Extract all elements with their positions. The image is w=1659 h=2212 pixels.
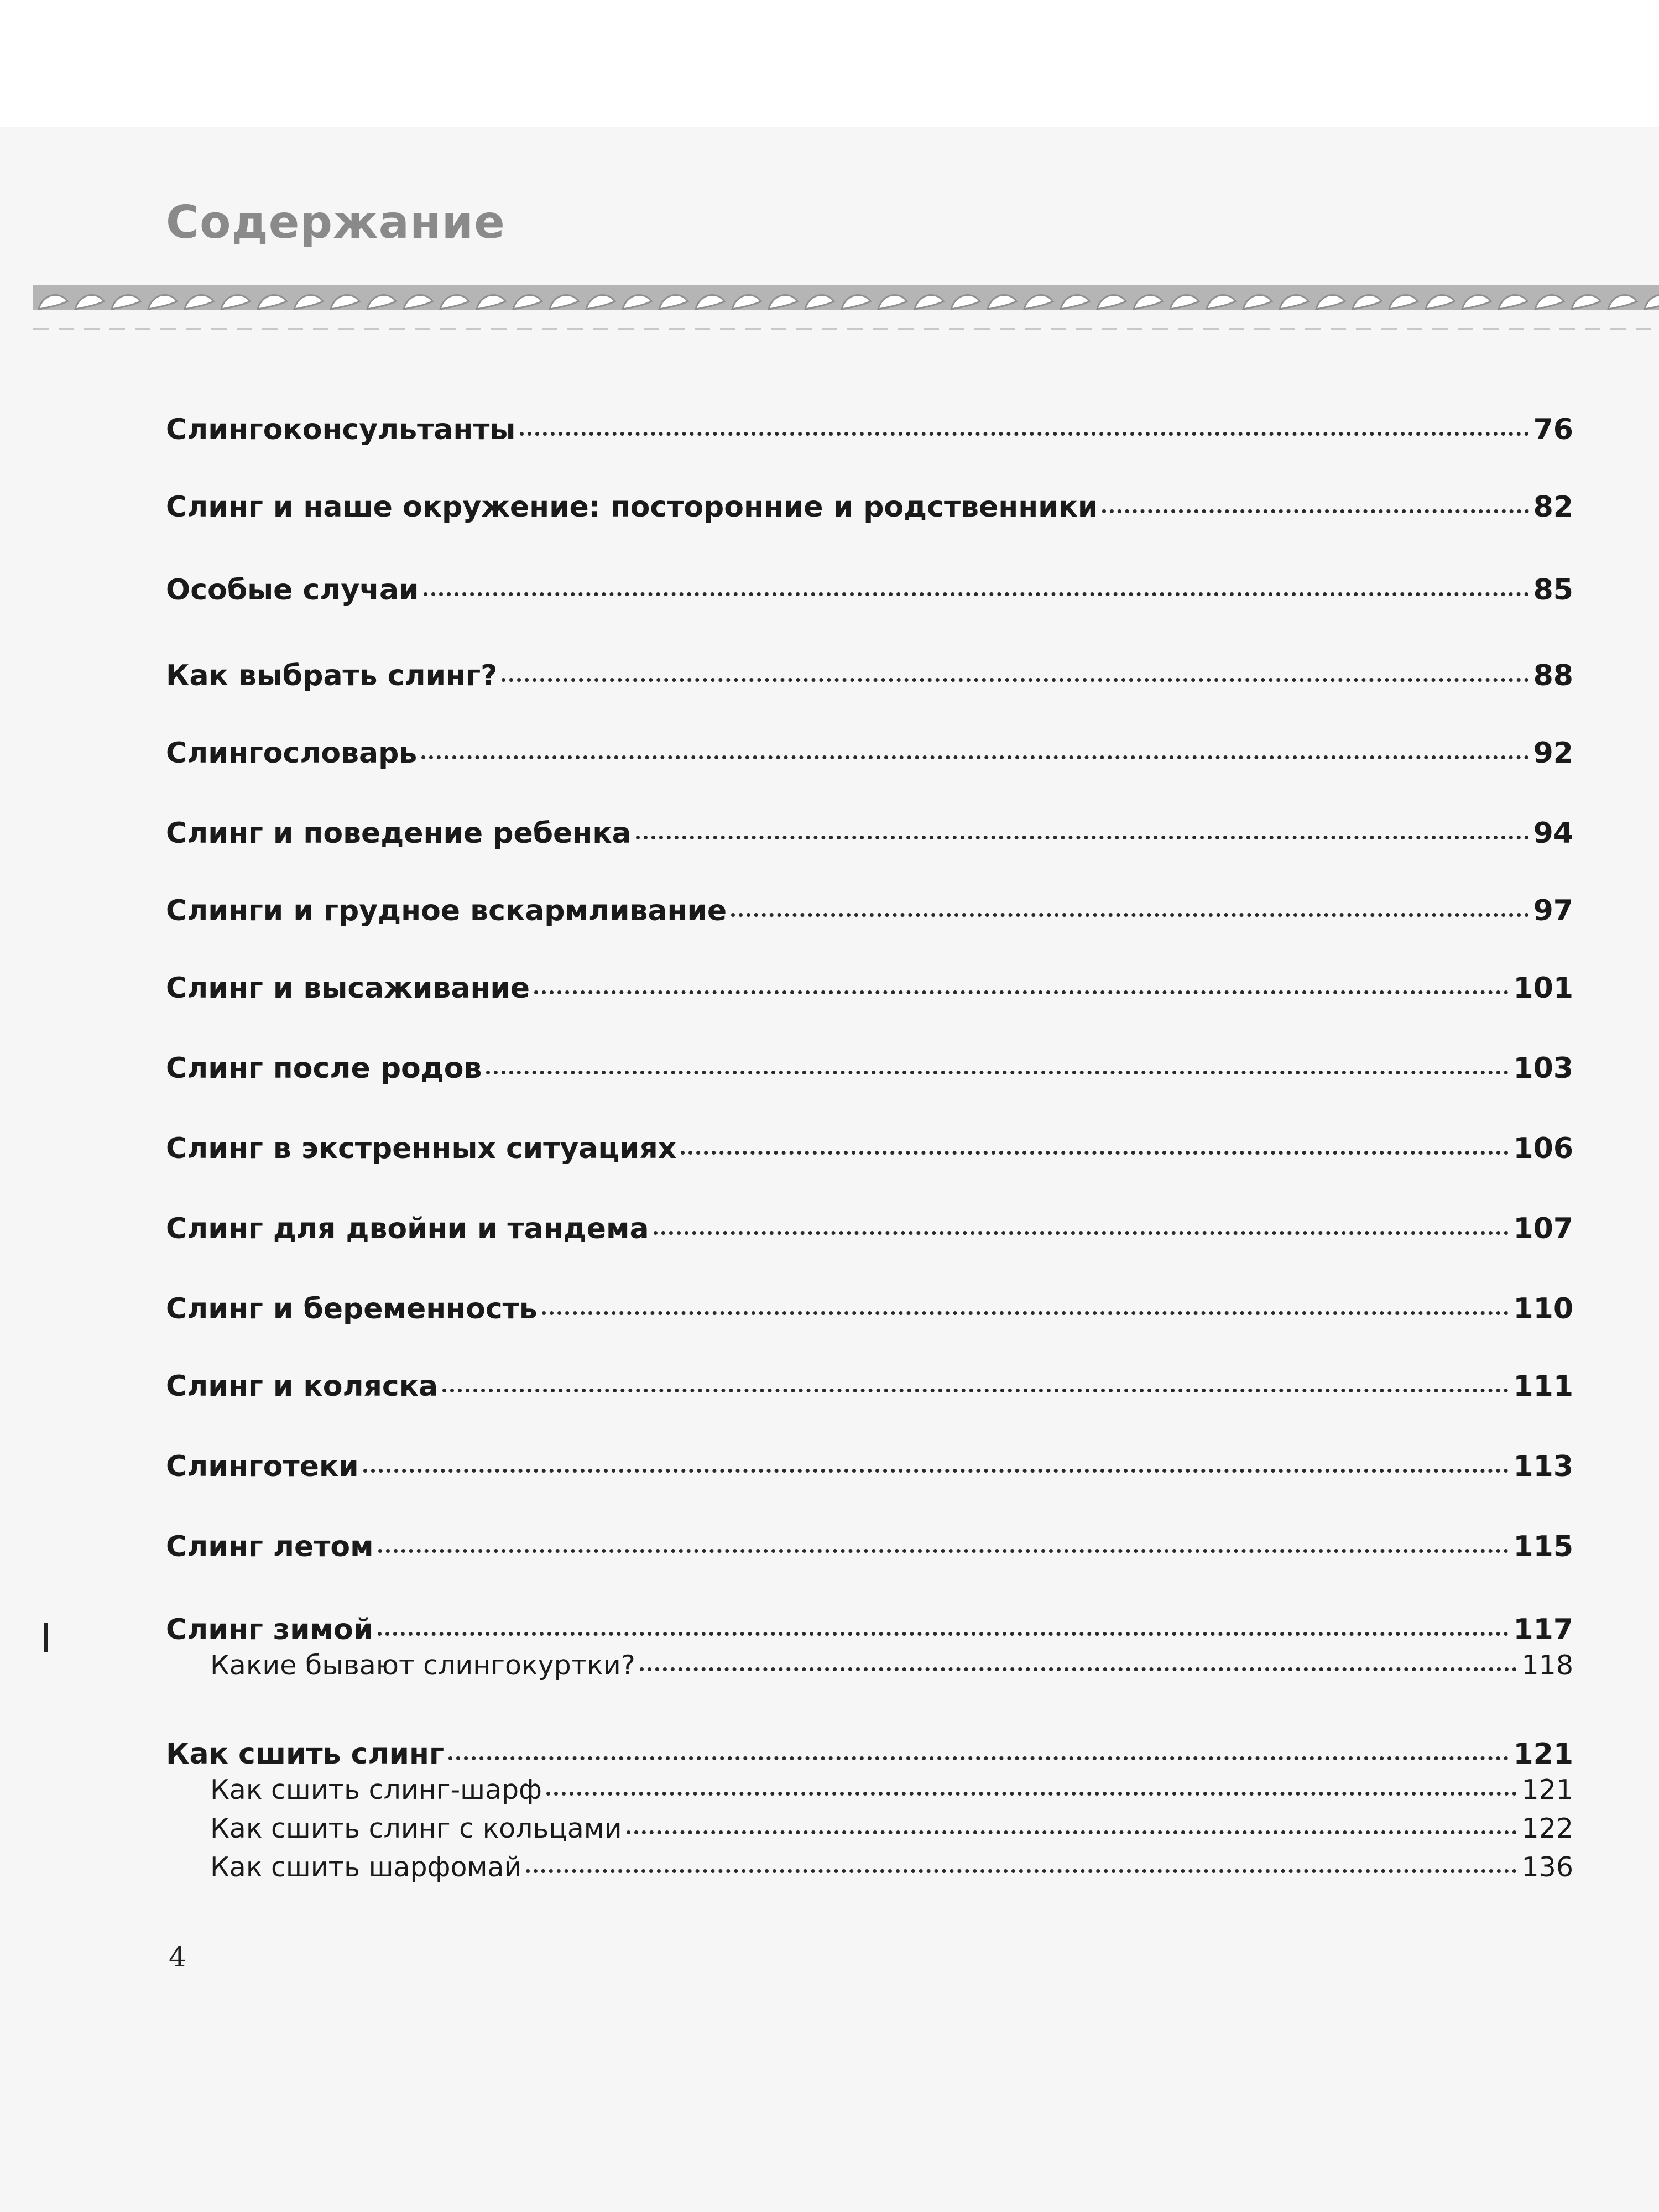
dot-leader bbox=[502, 678, 1528, 682]
dot-leader bbox=[520, 432, 1528, 436]
dot-leader bbox=[640, 1667, 1517, 1671]
dot-leader bbox=[546, 1792, 1517, 1796]
toc-entry-page: 136 bbox=[1521, 1851, 1573, 1883]
dot-leader bbox=[681, 1151, 1509, 1155]
dot-leader bbox=[421, 755, 1528, 759]
margin-bracket-mark bbox=[44, 1623, 48, 1652]
toc-entry-title: Как сшить шарфомай bbox=[210, 1851, 522, 1883]
toc-entry[interactable] bbox=[166, 1736, 1573, 1772]
toc-entry-title: Какие бывают слингокуртки? bbox=[210, 1650, 635, 1681]
toc-entry-title: Слинги и грудное вскармливание bbox=[166, 894, 727, 927]
toc-entry-title: Как сшить слинг-шарф bbox=[210, 1774, 542, 1806]
dot-leader bbox=[363, 1469, 1509, 1473]
dot-leader bbox=[636, 836, 1529, 839]
toc-entry-page: 82 bbox=[1533, 491, 1573, 524]
dot-leader bbox=[442, 1389, 1509, 1392]
toc-entry-page: 113 bbox=[1513, 1450, 1573, 1483]
toc-entry-title: Слинг и наше окружение: посторонние и родственники bbox=[166, 491, 1098, 524]
dot-leader bbox=[1102, 509, 1528, 513]
toc-entry-title: Слинг и высаживание bbox=[166, 972, 530, 1005]
toc-entry-page: 103 bbox=[1513, 1052, 1573, 1085]
toc-entry-title: Слинготеки bbox=[166, 1450, 359, 1483]
toc-subentry[interactable] bbox=[210, 1850, 1573, 1885]
toc-entry-title: Слингоконсультанты bbox=[166, 413, 516, 446]
toc-entry-page: 122 bbox=[1521, 1813, 1573, 1844]
toc-entry-page: 101 bbox=[1513, 972, 1573, 1005]
toc-entry-title: Слинг и коляска bbox=[166, 1370, 439, 1403]
toc-entry-title: Как сшить слинг bbox=[166, 1738, 445, 1771]
dot-leader bbox=[627, 1830, 1517, 1834]
dot-leader bbox=[654, 1231, 1509, 1235]
toc-entry-title: Слинг и беременность bbox=[166, 1292, 538, 1326]
toc-entry-title: Слингословарь bbox=[166, 737, 418, 770]
toc-entry-page: 106 bbox=[1513, 1132, 1573, 1165]
toc-entry-page: 115 bbox=[1513, 1530, 1573, 1563]
toc-entry-page: 117 bbox=[1513, 1613, 1573, 1646]
toc-entry-title: Особые случаи bbox=[166, 573, 419, 607]
dot-leader bbox=[448, 1756, 1509, 1760]
toc-entry-page: 107 bbox=[1513, 1212, 1573, 1245]
dot-leader bbox=[378, 1632, 1509, 1636]
toc-entry[interactable] bbox=[166, 1449, 1573, 1484]
dot-leader bbox=[424, 592, 1529, 596]
toc-entry-page: 88 bbox=[1533, 659, 1573, 692]
toc-entry[interactable] bbox=[166, 735, 1573, 771]
toc-entry-page: 111 bbox=[1513, 1370, 1573, 1403]
toc-entry[interactable] bbox=[166, 412, 1573, 447]
toc-entry[interactable] bbox=[166, 489, 1573, 525]
toc-entry-page: 118 bbox=[1521, 1650, 1573, 1681]
toc-entry-page: 94 bbox=[1533, 817, 1573, 850]
toc-entry-page: 97 bbox=[1533, 894, 1573, 927]
toc-entry[interactable] bbox=[166, 816, 1573, 851]
toc-subentry[interactable] bbox=[210, 1648, 1573, 1683]
toc-entry[interactable] bbox=[166, 1612, 1573, 1647]
toc-entry-title: Слинг после родов bbox=[166, 1052, 482, 1085]
toc-entry-title: Слинг для двойни и тандема bbox=[166, 1212, 649, 1245]
dot-leader bbox=[526, 1869, 1517, 1873]
toc-entry-page: 92 bbox=[1533, 737, 1573, 770]
toc-entry-title: Слинг в экстренных ситуациях bbox=[166, 1132, 677, 1165]
toc-entry-page: 85 bbox=[1533, 573, 1573, 607]
toc-entry-title: Слинг зимой bbox=[166, 1613, 374, 1646]
page-title: Содержание bbox=[166, 196, 505, 249]
dot-leader bbox=[486, 1071, 1509, 1074]
toc-entry[interactable] bbox=[166, 1211, 1573, 1246]
toc-subentry[interactable] bbox=[210, 1811, 1573, 1846]
page-number: 4 bbox=[169, 1941, 186, 1973]
toc-entry-page: 76 bbox=[1533, 413, 1573, 446]
toc-entry[interactable] bbox=[166, 893, 1573, 928]
toc-entry-page: 121 bbox=[1513, 1738, 1573, 1771]
dot-leader bbox=[534, 990, 1509, 994]
toc-entry-title: Как сшить слинг с кольцами bbox=[210, 1813, 622, 1844]
toc-entry-title: Слинг летом bbox=[166, 1530, 374, 1563]
dot-leader bbox=[378, 1549, 1509, 1553]
toc-entry[interactable] bbox=[166, 1369, 1573, 1404]
toc-entry[interactable] bbox=[166, 1529, 1573, 1564]
toc-entry[interactable] bbox=[166, 572, 1573, 608]
toc-entry[interactable] bbox=[166, 1131, 1573, 1166]
dot-leader bbox=[731, 913, 1528, 917]
toc-entry[interactable] bbox=[166, 658, 1573, 693]
toc-entry-page: 121 bbox=[1521, 1774, 1573, 1806]
toc-entry[interactable] bbox=[166, 971, 1573, 1006]
toc-entry[interactable] bbox=[166, 1051, 1573, 1086]
dot-leader bbox=[542, 1311, 1509, 1315]
toc-subentry[interactable] bbox=[210, 1772, 1573, 1808]
toc-entry-page: 110 bbox=[1513, 1292, 1573, 1326]
toc-entry-title: Слинг и поведение ребенка bbox=[166, 817, 632, 850]
toc-entry-title: Как выбрать слинг? bbox=[166, 659, 498, 692]
toc-entry[interactable] bbox=[166, 1291, 1573, 1327]
